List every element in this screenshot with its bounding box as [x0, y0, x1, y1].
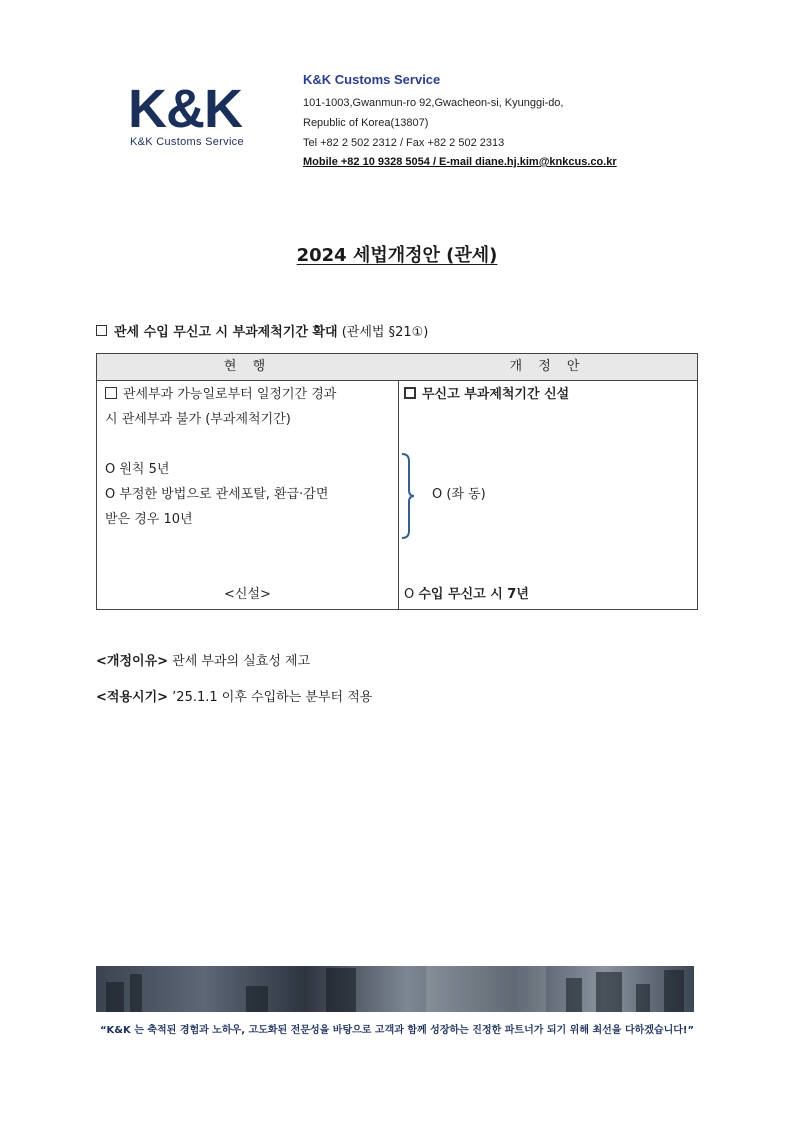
section-heading [96, 321, 428, 340]
address-line-2: Republic of Korea(13807) [303, 117, 429, 129]
section-heading-ref: (관세법 §21①) [337, 325, 429, 340]
comparison-table [96, 353, 698, 610]
footer-slogan: “K&K 는 축적된 경험과 노하우, 고도화된 전문성을 바탕으로 고객과 함께 성장하는 진정한 파트너가 되기 위해 최선을 다하겠습니다!” [99, 1025, 695, 1036]
proposed-column [398, 381, 698, 610]
checkbox-icon [96, 325, 107, 336]
document-title [0, 241, 794, 267]
current-principle: O 원칙 5년 [105, 462, 170, 477]
proposed-heading: 무신고 부과제척기간 신설 [404, 382, 569, 407]
square-icon [105, 387, 117, 399]
revision-reason: <개정이유> 관세 부과의 실효성 제고 [96, 654, 311, 669]
current-improper-2: 받은 경우 10년 [105, 512, 193, 527]
proposed-new-item: O 수입 무신고 시 7년 [404, 587, 529, 602]
phone-fax: Tel +82 2 502 2312 / Fax +82 2 502 2313 [303, 137, 505, 149]
header-proposed: 개 정 안 [398, 354, 698, 381]
logo-mark: K&K [128, 79, 242, 139]
company-logo [128, 79, 264, 152]
proposed-same: O (좌 동) [432, 487, 486, 502]
curly-brace-icon [400, 453, 414, 539]
logo-subtitle: K&K Customs Service [130, 136, 244, 148]
current-column [96, 381, 399, 610]
effective-date: <적용시기> ’25.1.1 이후 수입하는 분부터 적용 [96, 690, 373, 705]
current-line-2: 시 관세부과 불가 (부과제척기간) [105, 412, 291, 427]
company-name: K&K Customs Service [303, 72, 441, 87]
address-line-1: 101-1003,Gwanmun-ro 92,Gwacheon-si, Kyunggi-do, [303, 97, 564, 109]
mobile-email: Mobile +82 10 9328 5054 / E-mail diane.hj.kim@knkcus.co.kr [303, 156, 617, 168]
header-current: 현 행 [96, 354, 399, 381]
footer-banner-image [96, 966, 694, 1012]
square-icon [404, 387, 416, 399]
section-heading-bold: 관세 수입 무신고 시 부과제척기간 확대 [114, 325, 338, 340]
current-improper-1: O 부정한 방법으로 관세포탈, 환급·감면 [105, 487, 329, 502]
current-line-1: 관세부과 가능일로부터 일정기간 경과 [105, 382, 336, 407]
new-marker: <신설> [224, 587, 271, 602]
document-title-text: 2024 세법개정안 (관세) [296, 245, 498, 266]
